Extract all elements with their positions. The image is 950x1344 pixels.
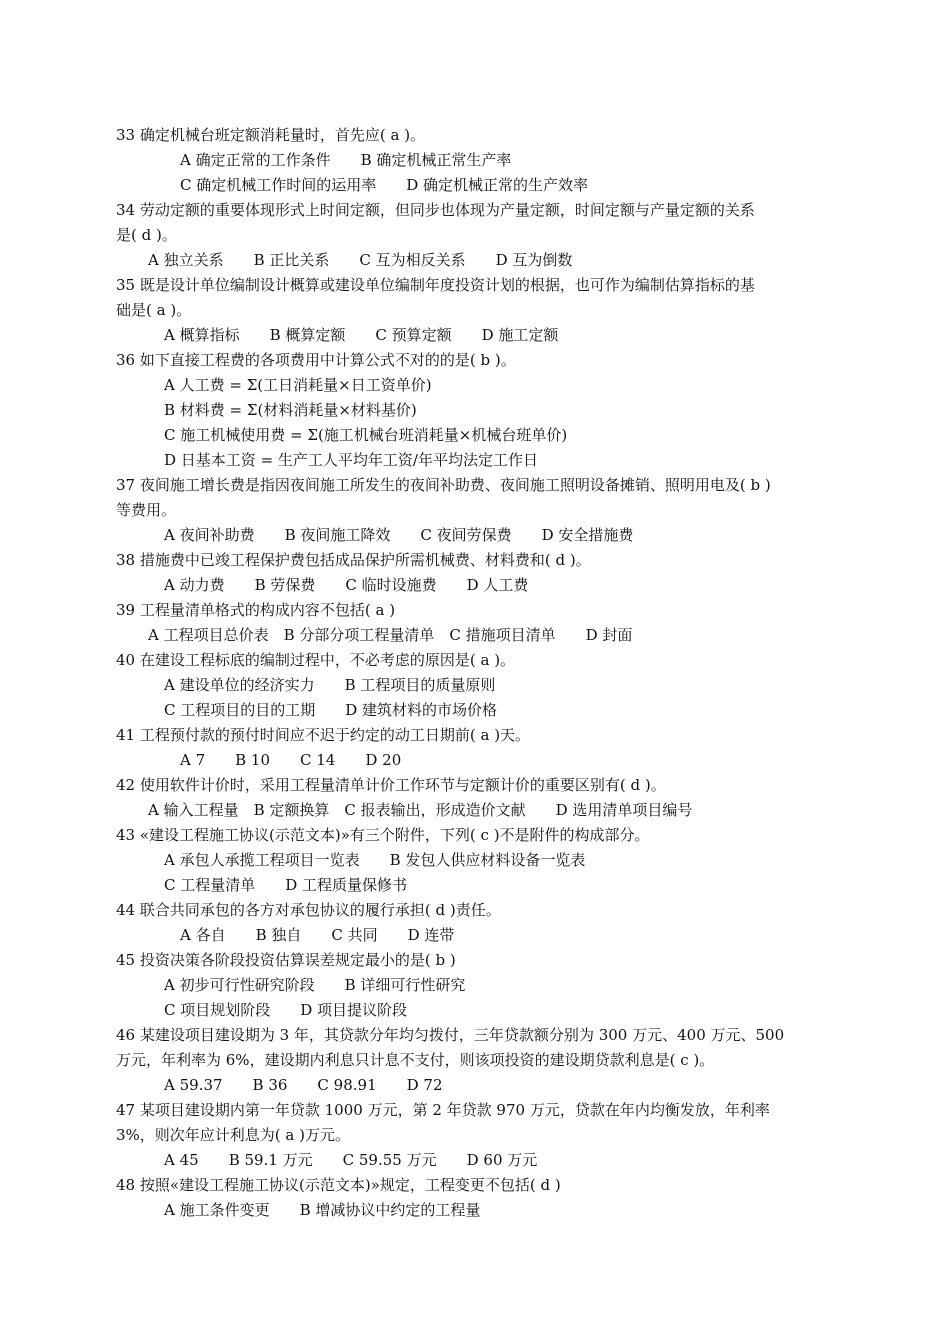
answer-options-line: C 工程项目的目的工期 D 建筑材料的市场价格 (164, 701, 498, 719)
answer-options-line: A 工程项目总价表 B 分部分项工程量清单 C 措施项目清单 D 封面 (148, 626, 633, 644)
answer-options-line: A 输入工程量 B 定额换算 C 报表输出，形成造价文献 D 选用清单项目编号 (148, 801, 693, 819)
answer-options-line: C 施工机械使用费 = Σ(施工机械台班消耗量×机械台班单价) (164, 426, 568, 444)
answer-options-line: A 人工费 = Σ(工日消耗量×日工资单价) (164, 376, 432, 394)
question-text-line: 36 如下直接工程费的各项费用中计算公式不对的的是( b )。 (116, 351, 516, 369)
question-text-line: 41 工程预付款的预付时间应不迟于约定的动工日期前( a )天。 (116, 726, 531, 744)
answer-options-line: A 建设单位的经济实力 B 工程项目的质量原则 (164, 676, 496, 694)
question-text-line: 48 按照«建设工程施工协议(示范文本)»规定，工程变更不包括( d ) (116, 1176, 561, 1194)
answer-options-line: A 各自 B 独自 C 共同 D 连带 (180, 926, 455, 944)
question-text-line: 44 联合共同承包的各方对承包协议的履行承担( d )责任。 (116, 901, 501, 919)
answer-options-line: A 独立关系 B 正比关系 C 互为相反关系 D 互为倒数 (148, 251, 573, 269)
answer-options-line: B 材料费 = Σ(材料消耗量×材料基价) (164, 401, 417, 419)
question-list (116, 123, 840, 1223)
answer-options-line: A 确定正常的工作条件 B 确定机械正常生产率 (180, 151, 512, 169)
question-text-line: 34 劳动定额的重要体现形式上时间定额，但同步也体现为产量定额，时间定额与产量定额的关系 (116, 201, 755, 219)
question-text-line: 35 既是设计单位编制设计概算或建设单位编制年度投资计划的根据，也可作为编制估算指标的基 (116, 276, 755, 294)
question-text-line: 3%，则次年应计利息为( a )万元。 (116, 1126, 350, 1144)
question-text-line: 是( d )。 (116, 226, 177, 244)
question-text-line: 42 使用软件计价时，采用工程量清单计价工作环节与定额计价的重要区别有( d )。 (116, 776, 666, 794)
answer-options-line: A 施工条件变更 B 增减协议中约定的工程量 (164, 1201, 481, 1219)
question-text-line: 33 确定机械台班定额消耗量时，首先应( a )。 (116, 126, 426, 144)
answer-options-line: A 7 B 10 C 14 D 20 (180, 751, 402, 769)
answer-options-line: A 初步可行性研究阶段 B 详细可行性研究 (164, 976, 466, 994)
answer-options-line: C 确定机械工作时间的运用率 D 确定机械正常的生产效率 (180, 176, 589, 194)
question-text-line: 39 工程量清单格式的构成内容不包括( a ) (116, 601, 396, 619)
question-text-line: 40 在建设工程标底的编制过程中，不必考虑的原因是( a )。 (116, 651, 516, 669)
answer-options-line: A 45 B 59.1 万元 C 59.55 万元 D 60 万元 (164, 1151, 538, 1169)
answer-options-line: C 项目规划阶段 D 项目提议阶段 (164, 1001, 408, 1019)
question-text-line: 46 某建设项目建设期为 3 年，其贷款分年均匀拨付，三年贷款额分别为 300 万元、400 万元、500 (116, 1026, 785, 1044)
question-text-line: 43 «建设工程施工协议(示范文本)»有三个附件，下列( c )不是附件的构成部分。 (116, 826, 650, 844)
answer-options-line: A 动力费 B 劳保费 C 临时设施费 D 人工费 (164, 576, 529, 594)
answer-options-line: C 工程量清单 D 工程质量保修书 (164, 876, 408, 894)
question-text-line: 38 措施费中已竣工程保护费包括成品保护所需机械费、材料费和( d )。 (116, 551, 591, 569)
answer-options-line: A 承包人承揽工程项目一览表 B 发包人供应材料设备一览表 (164, 851, 586, 869)
question-text-line: 万元，年利率为 6%，建设期内利息只计息不支付，则该项投资的建设期贷款利息是( c )。 (116, 1051, 715, 1069)
answer-options-line: D 日基本工资 = 生产工人平均年工资/年平均法定工作日 (164, 451, 538, 469)
question-text-line: 47 某项目建设期内第一年贷款 1000 万元，第 2 年贷款 970 万元，贷款在年内均衡发放，年利率 (116, 1101, 770, 1119)
question-text-line: 础是( a )。 (116, 301, 192, 319)
answer-options-line: A 59.37 B 36 C 98.91 D 72 (164, 1076, 443, 1094)
question-text-line: 等费用。 (116, 501, 177, 519)
question-text-line: 37 夜间施工增长费是指因夜间施工所发生的夜间补助费、夜间施工照明设备摊销、照明用电及( b ) (116, 476, 771, 494)
answer-options-line: A 概算指标 B 概算定额 C 预算定额 D 施工定额 (164, 326, 559, 344)
question-text-line: 45 投资决策各阶段投资估算误差规定最小的是( b ) (116, 951, 456, 969)
answer-options-line: A 夜间补助费 B 夜间施工降效 C 夜间劳保费 D 安全措施费 (164, 526, 634, 544)
